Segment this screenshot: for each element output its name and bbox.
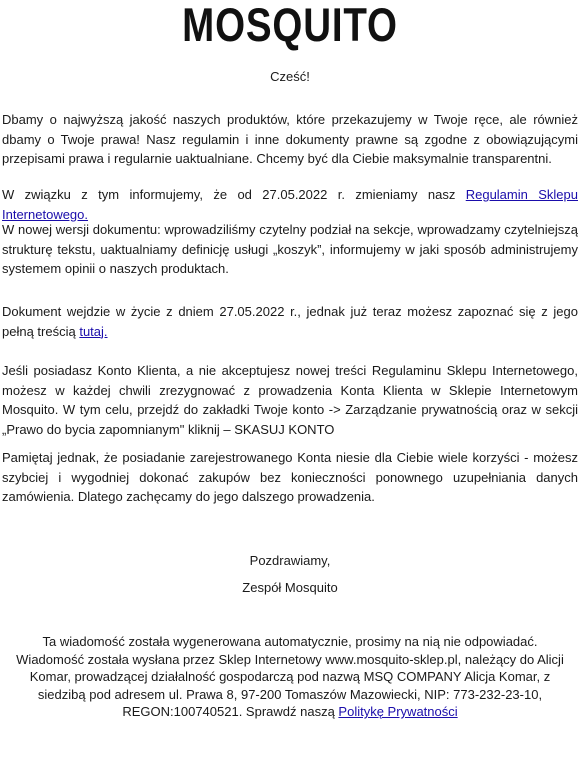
- brand-logo: MOSQUITO: [182, 0, 398, 51]
- footer-text: Ta wiadomość została wygenerowana automatycznie, prosimy na nią nie odpowiadać. Wiadomość została wysłana przez Sklep Internetowy www.mosquito-sklep.pl, należący do Alicji Komar, prowadzącej działalność gospodarczą pod nazwą MSQ COMPANY Alicja Komar, z siedzibą pod adresem ul. Prawa 8, 97-200 Tomaszów Mazowiecki, NIP: 773-232-23-10, REGON:100740521. Sprawdź naszą: [16, 634, 564, 719]
- paragraph-terms-change-text: W związku z tym informujemy, że od 27.05.2022 r. zmieniamy nasz: [2, 187, 466, 202]
- greeting: Cześć!: [270, 69, 310, 84]
- paragraph-effective-date-text: Dokument wejdzie w życie z dniem 27.05.2022 r., jednak już teraz możesz zapoznać się z jego pełną treścią: [2, 304, 578, 339]
- paragraph-account-deletion: Jeśli posiadasz Konto Klienta, a nie akceptujesz nowej treści Regulaminu Sklepu Internetowego, możesz w każdej chwili zrezygnować z prowadzenia Konta Klienta w Sklepie Internetowym Mosquito. W tym celu, przejdź do zakładki Twoje konto -> Zarządzanie prywatnością oraz w sekcji „Prawo do bycia zapomnianym" kliknij – SKASUJ KONTO: [2, 363, 578, 437]
- signoff-regards: Pozdrawiamy,: [249, 553, 331, 568]
- paragraph-new-version: W nowej wersji dokumentu: wprowadziliśmy czytelny podział na sekcje, wprowadzamy czytelniejszą strukturę tekstu, uaktualniamy definicję usługi „koszyk”, informujemy w jaki sposób administrujemy systemem opinii o naszych produktach.: [2, 222, 578, 276]
- paragraph-account-benefits: Pamiętaj jednak, że posiadanie zarejestrowanego Konta niesie dla Ciebie wiele korzyści - możesz szybciej i wygodniej dokonać zakupów bez konieczności ponownego uzupełniania danych zamówienia. Dlatego zachęcamy do jego dalszego prowadzenia.: [2, 450, 578, 504]
- paragraph-terms-change: [2, 185, 578, 224]
- paragraph-effective-date: [2, 302, 578, 341]
- terms-link[interactable]: Regulamin Sklepu Internetowego.: [2, 187, 578, 222]
- footer-notice: [10, 633, 570, 721]
- paragraph-intro: Dbamy o najwyższą jakość naszych produktów, które przekazujemy w Twoje ręce, ale również dbamy o Twoje prawa! Nasz regulamin i inne dokumenty prawne są zgodne z obowiązującymi przepisami prawa i regularnie uaktualniane. Chcemy być dla Ciebie maksymalnie transparentni.: [2, 112, 578, 166]
- signoff-team: Zespół Mosquito: [242, 580, 338, 595]
- full-text-link[interactable]: tutaj.: [79, 323, 108, 339]
- privacy-policy-link[interactable]: Politykę Prywatności: [338, 704, 458, 719]
